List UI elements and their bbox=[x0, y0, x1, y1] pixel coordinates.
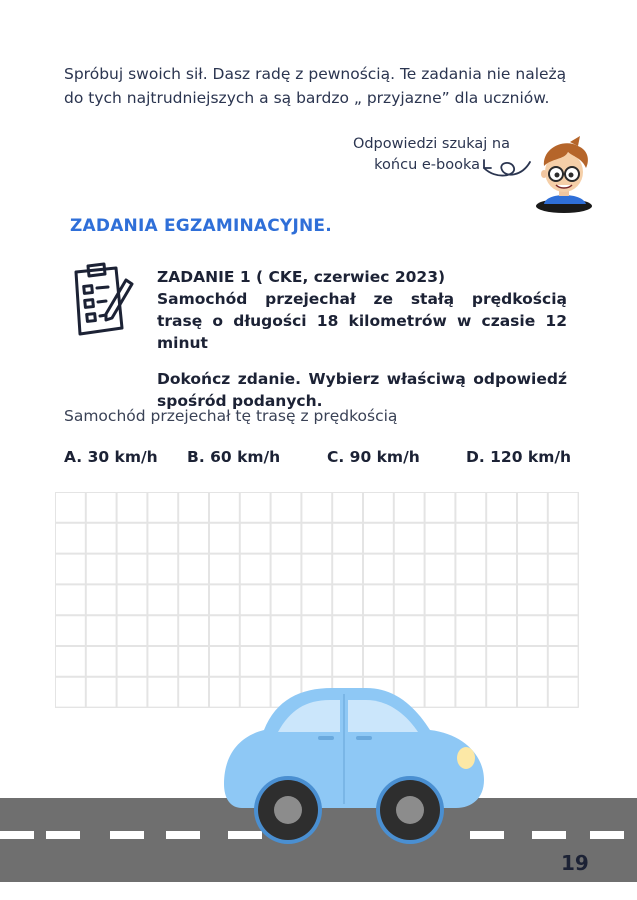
scratch-grid bbox=[55, 492, 579, 708]
car-illustration bbox=[220, 684, 490, 844]
task-title: ZADANIE 1 ( CKE, czerwiec 2023) bbox=[157, 268, 446, 286]
task-statement: Samochód przejechał ze stałą prędkością trasę o długości 18 kilometrów w czasie 12 minut bbox=[157, 290, 567, 352]
page-number: 19 bbox=[561, 851, 589, 875]
intro-line-2: do tych najtrudniejszych a są bardzo „ przyjazne” dla uczniów. bbox=[64, 89, 550, 107]
road-dash bbox=[166, 831, 200, 839]
road-dash bbox=[46, 831, 80, 839]
hint-line-1: Odpowiedzi szukaj na bbox=[352, 136, 510, 152]
clipboard-checklist-icon bbox=[68, 262, 136, 340]
road-dash bbox=[532, 831, 566, 839]
task-instruction: Dokończ zdanie. Wybierz właściwą odpowiedź spośród podanych. bbox=[157, 370, 567, 410]
cartoon-boy-illustration bbox=[534, 134, 598, 216]
intro-line-1: Spróbuj swoich sił. Dasz radę z pewnością. Te zadania nie należą bbox=[64, 65, 567, 83]
answer-option-d[interactable]: D. 120 km/h bbox=[466, 448, 572, 466]
answer-option-c[interactable]: C. 90 km/h bbox=[327, 448, 420, 466]
curly-arrow-icon bbox=[478, 150, 534, 184]
answer-option-a[interactable]: A. 30 km/h bbox=[64, 448, 158, 466]
hint-line-2: końcu e-booka bbox=[374, 157, 480, 173]
intro-text bbox=[64, 62, 584, 110]
task-block bbox=[157, 266, 567, 412]
road-dash bbox=[110, 831, 144, 839]
road-dash bbox=[590, 831, 624, 839]
road-dash bbox=[0, 831, 34, 839]
section-title: ZADANIA EGZAMINACYJNE. bbox=[70, 216, 332, 236]
answer-option-b[interactable]: B. 60 km/h bbox=[187, 448, 281, 466]
question-text: Samochód przejechał tę trasę z prędkością bbox=[64, 407, 398, 425]
